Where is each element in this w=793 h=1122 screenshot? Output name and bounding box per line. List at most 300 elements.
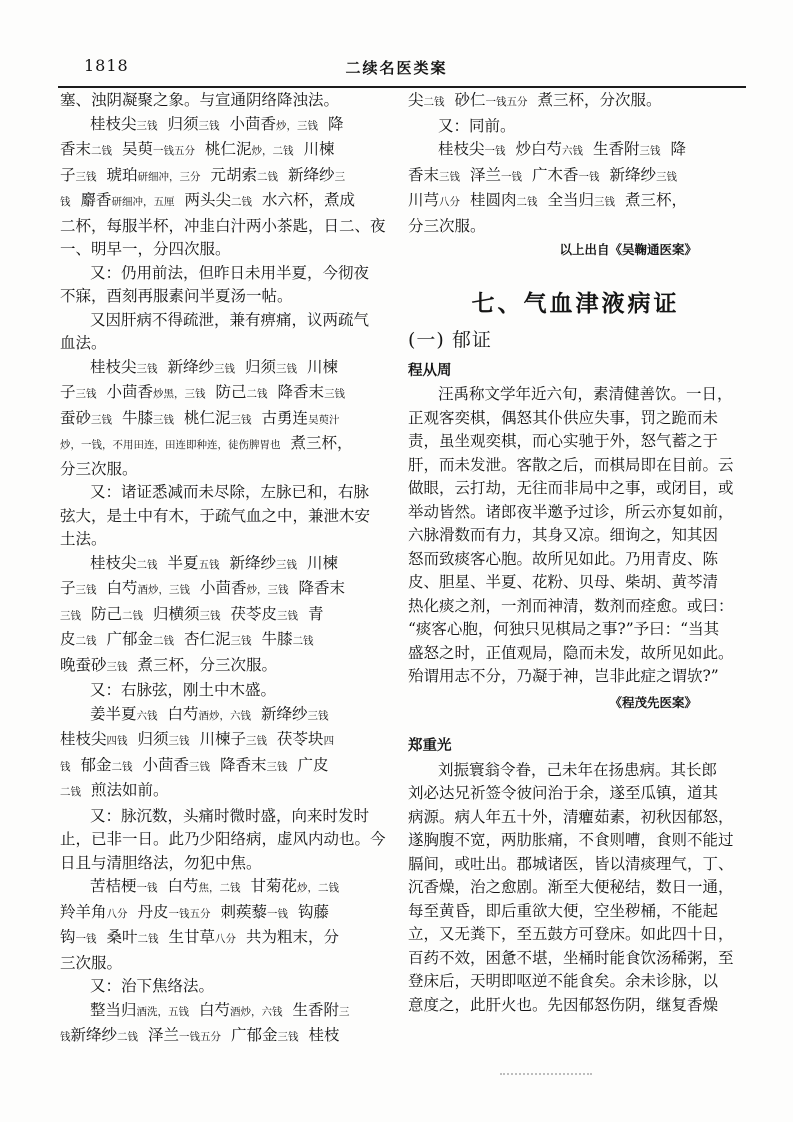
text-line — [60, 505, 394, 529]
text-line — [408, 548, 743, 572]
text-line — [408, 501, 743, 525]
text-segment: 刺蒺藜 — [220, 902, 268, 921]
text-line — [408, 782, 743, 806]
dosage-annotation: 一钱 — [578, 170, 600, 183]
text-segment: 广木香 — [532, 165, 579, 184]
dosage-annotation: 一钱五分 — [179, 1031, 222, 1043]
text-line — [408, 454, 743, 478]
section-heading — [408, 328, 743, 353]
text-segment: 防己 — [91, 604, 123, 623]
text-line — [60, 875, 394, 901]
dosage-annotation: 二钱 — [153, 635, 175, 647]
text-line — [408, 829, 743, 853]
dosage-annotation: 钱 — [60, 196, 71, 208]
text-segment: 桃仁泥 — [205, 140, 252, 158]
text-segment: 生甘草 — [168, 928, 216, 946]
dosage-annotation: 三钱 — [60, 609, 81, 622]
text-segment: 半夏 — [167, 553, 199, 572]
text-segment: 不寐，酉刻再服素问半夏汤一帖。 — [60, 287, 293, 305]
dosage-annotation: 吴萸汁 — [308, 413, 340, 426]
text-segment: 盛怒之时，正值观局，隐而未发，故所见如此。 — [408, 643, 734, 662]
text-segment: 子 — [60, 579, 76, 597]
text-segment: 共为粗末，分 — [246, 928, 340, 946]
dosage-annotation: 二钱 — [246, 388, 268, 400]
text-segment: 分三次服。 — [60, 459, 138, 478]
dosage-annotation: 二钱 — [292, 635, 314, 647]
text-line — [408, 571, 743, 595]
page-number: 1818 — [84, 56, 129, 75]
text-line — [60, 189, 394, 215]
text-segment: 肝，而未发泄。客散之后，而棋局即在目前。云 — [408, 455, 734, 474]
text-segment: 新绛纱 — [167, 357, 215, 376]
text-line — [60, 528, 394, 552]
text-line — [60, 552, 394, 578]
text-line — [60, 113, 394, 139]
text-segment: 晚蚕砂 — [60, 655, 107, 674]
text-segment: 生香附 — [292, 1000, 340, 1019]
text-segment: 新绛纱 — [70, 1026, 118, 1044]
dosage-annotation: 三钱 — [266, 760, 288, 773]
text-line — [60, 407, 394, 433]
text-line — [408, 215, 743, 239]
text-segment: 子 — [60, 165, 76, 184]
text-segment: 又：右脉弦，刚土中木盛。 — [90, 681, 277, 699]
left-column — [60, 89, 394, 1050]
dosage-annotation: 三钱 — [136, 119, 158, 132]
text-segment: 又：同前。 — [438, 116, 516, 135]
text-segment: 杏仁泥 — [184, 630, 231, 648]
dosage-annotation: 一钱五分 — [153, 145, 196, 157]
text-segment: (一) 郁证 — [408, 328, 492, 351]
dosage-annotation: 钱 — [60, 1031, 71, 1043]
right-column — [408, 89, 743, 1050]
text-segment: 尖 — [408, 91, 424, 109]
text-segment: 程从周 — [408, 362, 452, 379]
dosage-annotation: 炒黑，三钱 — [153, 388, 206, 400]
dosage-annotation: 三 — [334, 170, 346, 183]
text-segment: 意度之，此肝火也。先因郁怒伤阴，继复香燥 — [408, 995, 719, 1014]
dosage-annotation: 三钱 — [198, 119, 220, 132]
text-segment: 举动皆然。诸郎夜半邀予过诊，所云亦复如前， — [408, 502, 734, 521]
text-segment: 茯苓块 — [277, 730, 324, 748]
text-segment: 吴萸 — [122, 140, 154, 158]
dosage-annotation: 炒，三钱 — [276, 119, 319, 132]
dosage-annotation: 四 — [323, 735, 335, 747]
dosage-annotation: 炒，二钱 — [297, 882, 340, 894]
text-segment: 《程茂先医案》 — [609, 694, 697, 710]
text-line — [60, 356, 394, 382]
text-line — [408, 970, 743, 994]
dosage-annotation: 三钱 — [276, 362, 298, 375]
text-segment: 日且与清胆络法，勿犯中焦。 — [60, 853, 262, 872]
text-line — [408, 853, 743, 877]
text-segment: 苦桔梗 — [90, 877, 137, 895]
dosage-annotation: 二钱 — [137, 933, 159, 945]
text-segment: 降香末 — [220, 755, 267, 774]
text-segment: 桂枝尖 — [90, 553, 137, 572]
text-segment: 沉香燥，治之愈剧。渐至大便秘结，数日一通， — [408, 878, 734, 896]
text-segment: 又：治下焦络法。 — [90, 977, 215, 995]
dosage-annotation: 三钱 — [307, 709, 329, 722]
text-segment: 煮三杯，分三次服。 — [137, 655, 278, 674]
text-segment: 牛膝 — [261, 630, 293, 648]
dosage-annotation: 二钱 — [136, 558, 158, 571]
text-line — [60, 285, 394, 309]
text-segment: 防己 — [215, 383, 247, 401]
text-segment: 桃仁泥 — [184, 408, 231, 427]
text-segment: 姜半夏 — [90, 704, 137, 723]
text-segment: 又：仍用前法，但昨日未用半夏，今彻夜 — [90, 263, 370, 282]
text-segment: 刘振寰翁令眷，己未年在扬患病。其长郎 — [438, 760, 718, 779]
dosage-annotation: 三钱 — [277, 609, 299, 622]
text-segment: 炒白芍 — [515, 140, 563, 158]
text-line — [408, 477, 743, 501]
text-segment: 六脉滑数而有力，其身又凉。细询之，知其因 — [408, 526, 719, 544]
text-segment: 以上出自《吴鞠通医案》 — [559, 242, 697, 257]
text-line — [408, 618, 743, 642]
text-segment: 小茴香 — [229, 114, 277, 133]
text-segment: 麝香 — [80, 191, 112, 209]
text-segment: 又因肝病不得疏泄，兼有痹痛，议两疏气 — [90, 310, 370, 329]
text-segment: 青 — [308, 604, 324, 623]
dosage-annotation: 八分 — [106, 907, 128, 920]
source-attribution — [408, 238, 743, 262]
dosage-annotation: 六钱 — [136, 709, 158, 722]
text-segment: 郁金 — [80, 755, 112, 774]
dosage-annotation: 三钱 — [277, 1031, 299, 1043]
text-line — [60, 654, 394, 680]
text-line — [408, 806, 743, 830]
text-line — [60, 779, 394, 805]
text-line — [60, 458, 394, 482]
text-segment: 桂枝尖 — [438, 140, 485, 158]
text-segment: 一、明早一，分四次服。 — [60, 240, 231, 258]
dosage-annotation: 五钱 — [198, 558, 220, 571]
dosage-annotation: 三钱 — [276, 558, 298, 571]
text-segment: 川楝 — [307, 357, 339, 376]
text-segment: 琥珀 — [106, 165, 138, 184]
text-segment: 遂胸腹不宽，两肋胀痛，不食则嘈，食则不能过 — [408, 831, 734, 849]
dosage-annotation: 一钱五分 — [485, 96, 528, 108]
text-segment: 砂仁 — [454, 91, 486, 109]
text-line — [60, 215, 394, 239]
dosage-annotation: 钱 — [60, 760, 71, 773]
text-segment: 新绛纱 — [261, 704, 308, 723]
running-header — [0, 0, 793, 80]
text-segment: 子 — [60, 383, 76, 401]
text-segment: 归须 — [167, 114, 199, 133]
text-segment: 又：诸证悉减而未尽除，左脉已和，右脉 — [90, 483, 370, 501]
text-segment: 降 — [670, 140, 687, 158]
header-rule — [58, 86, 746, 88]
text-segment: 甘菊花 — [250, 877, 298, 895]
text-line — [408, 994, 743, 1018]
text-segment: 刘必达兄祈签令彼问治于余，遂至瓜镇，道其 — [408, 784, 719, 802]
text-line — [408, 115, 743, 139]
dosage-annotation: 三钱 — [153, 413, 175, 426]
text-segment: 新绛纱 — [288, 165, 335, 184]
text-line — [60, 577, 394, 603]
dosage-annotation: 三钱 — [324, 388, 346, 400]
text-line — [60, 481, 394, 505]
text-segment: 桑叶 — [106, 928, 138, 946]
dosage-annotation: 三钱 — [639, 145, 661, 157]
text-segment: 白芍 — [199, 1000, 231, 1019]
text-segment: 钩 — [60, 928, 76, 946]
dosage-annotation: 三钱 — [656, 170, 678, 183]
text-segment: 元胡索 — [210, 165, 258, 184]
text-segment: 登床后，天明即呕逆不能食矣。余未诊脉，以 — [408, 972, 719, 990]
text-segment: 蚕砂 — [60, 408, 92, 427]
dosage-annotation: 三钱 — [246, 735, 268, 747]
text-segment: 白芍 — [167, 704, 199, 723]
text-line — [60, 164, 394, 190]
dosage-annotation: 三钱 — [439, 170, 461, 183]
dosage-annotation: 一钱 — [501, 170, 523, 183]
text-segment: 汪禹称文学年近六旬，素清健善饮。一日， — [438, 385, 733, 403]
text-segment: 降香末 — [298, 579, 346, 597]
text-segment: 牛膝 — [122, 408, 154, 427]
text-segment: 分三次服。 — [408, 216, 486, 235]
dosage-annotation: 一钱 — [136, 882, 158, 894]
text-segment: 正观客奕棋，偶怒其仆供应失事，罚之跪而未 — [408, 408, 719, 427]
text-segment: 生香附 — [593, 140, 640, 158]
dosage-annotation: 二钱 — [423, 96, 445, 108]
text-segment: 立，又无粪下，至五鼓方可登床。如此四十日， — [408, 925, 734, 943]
dosage-annotation: 四钱 — [106, 735, 128, 747]
dosage-annotation: 酒炒，六钱 — [198, 709, 252, 722]
text-line — [60, 432, 394, 458]
text-segment: 三次服。 — [60, 953, 123, 972]
text-segment: 桂圆肉 — [470, 191, 517, 209]
text-line — [60, 828, 394, 852]
text-segment: 二杯，每服半杯，冲韭白汁两小茶匙，日二、夜 — [60, 216, 386, 235]
text-segment: 百药不效，困惫不堪，坐桶时能食饮汤稀粥，至 — [408, 948, 734, 967]
dosage-annotation: 酒炒，六钱 — [230, 1005, 283, 1018]
text-segment: 殆谓用志不分，乃凝于神，岂非此症之谓欤?” — [408, 667, 719, 685]
text-segment: 弦大，是土中有木，于疏气血之中，兼泄木安 — [60, 506, 371, 525]
text-segment: 香末 — [60, 140, 92, 158]
text-segment: 川楝 — [303, 140, 335, 158]
text-segment: 血法。 — [60, 334, 107, 352]
text-segment: 香末 — [408, 165, 440, 184]
text-segment: 水六杯，煮成 — [262, 191, 356, 209]
text-segment: 煮三杯， — [625, 191, 688, 209]
text-line — [408, 383, 743, 407]
text-segment: 小茴香 — [200, 579, 247, 597]
dosage-annotation: 酒洗，五钱 — [136, 1005, 190, 1018]
text-segment: 新绛纱 — [609, 165, 657, 184]
text-line — [408, 876, 743, 900]
dosage-annotation: 三钱 — [91, 413, 113, 426]
text-line — [408, 430, 743, 454]
dosage-annotation: 八分 — [215, 933, 237, 945]
text-segment: 煮三杯， — [290, 434, 353, 452]
text-segment: 桂枝尖 — [90, 357, 137, 376]
dosage-annotation: 二钱 — [516, 196, 538, 208]
text-segment: 归须 — [137, 730, 169, 748]
text-line — [60, 999, 394, 1025]
text-segment: 小茴香 — [142, 755, 190, 774]
text-segment: 郑重光 — [408, 738, 452, 754]
text-line — [408, 89, 743, 115]
chapter-heading — [408, 288, 743, 322]
text-segment: 归横须 — [153, 604, 200, 623]
text-segment: 塞、浊阴凝聚之象。与宣通阴络降浊法。 — [60, 91, 340, 109]
text-segment: 新绛纱 — [229, 553, 277, 572]
text-segment: 皮、胆星、半夏、花粉、贝母、柴胡、黄芩清 — [408, 573, 719, 591]
text-line — [60, 679, 394, 703]
dosage-annotation: 二钱 — [75, 635, 97, 647]
dosage-annotation: 一钱五分 — [168, 907, 211, 920]
text-segment: 降香末 — [277, 383, 325, 401]
text-segment: 川楝 — [307, 553, 339, 572]
text-line — [408, 642, 743, 666]
text-line — [408, 759, 743, 783]
dosage-annotation: 三钱 — [214, 362, 236, 375]
text-segment: 桂枝 — [308, 1026, 340, 1044]
text-line — [60, 901, 394, 927]
text-segment: 川楝子 — [199, 730, 247, 748]
text-segment: 小茴香 — [106, 383, 154, 401]
text-segment: 止，已非一日。此乃少阳络病，虚风内动也。今 — [60, 830, 386, 848]
text-segment: 广郁金 — [106, 630, 154, 648]
dosage-annotation: 炒，一钱，不用田连，田连即种连，徒伤脾胃也 — [60, 439, 281, 451]
text-line — [408, 595, 743, 619]
text-segment: 桂枝尖 — [90, 114, 137, 133]
text-segment: 降 — [328, 114, 344, 133]
text-line — [408, 947, 743, 971]
dosage-annotation: 酒炒，三钱 — [137, 584, 191, 596]
source-attribution — [408, 691, 743, 715]
text-line — [60, 381, 394, 407]
text-line — [408, 407, 743, 431]
text-line — [60, 1024, 394, 1050]
text-segment: 每至黄昏，即后重欲大便，空坐秽桶，不能起 — [408, 901, 719, 920]
dosage-annotation: 六钱 — [562, 145, 584, 157]
case-author — [408, 359, 743, 384]
text-segment: 古勇连 — [261, 408, 309, 427]
dosage-annotation: 研细冲，三分 — [137, 170, 201, 183]
dosage-annotation: 二钱 — [91, 145, 113, 157]
text-segment: “痰客心胞，何独只见棋局之事?”予曰：“当其 — [408, 620, 720, 638]
dosage-annotation: 研细冲，五厘 — [111, 196, 175, 208]
text-line — [408, 189, 743, 215]
text-line — [408, 164, 743, 190]
dosage-annotation: 二钱 — [111, 760, 133, 773]
text-line — [60, 975, 394, 999]
text-line — [408, 900, 743, 924]
text-segment: 白芍 — [167, 877, 199, 895]
text-line — [60, 89, 394, 113]
dosage-annotation: 三钱 — [136, 362, 158, 375]
text-line — [408, 665, 743, 689]
dosage-annotation: 八分 — [439, 196, 461, 208]
text-line — [60, 926, 394, 952]
text-segment: 泽兰 — [470, 165, 502, 184]
text-segment: 归须 — [245, 357, 277, 376]
text-line — [60, 332, 394, 356]
text-line — [60, 952, 394, 976]
text-segment: 土法。 — [60, 530, 107, 548]
dosage-annotation: 三钱 — [189, 760, 211, 773]
dosage-annotation: 三 — [339, 1005, 350, 1018]
dosage-annotation: 三钱 — [594, 196, 616, 208]
dosage-annotation: 焦，二钱 — [198, 882, 241, 894]
dosage-annotation: 二钱 — [231, 196, 253, 208]
text-segment: 皮 — [60, 630, 76, 648]
text-line — [60, 852, 394, 876]
text-line — [60, 628, 394, 654]
dosage-annotation: 三钱 — [75, 584, 97, 596]
dosage-annotation: 三钱 — [230, 635, 252, 647]
text-segment: 又：脉沉数，头痛时微时盛，向来时发时 — [90, 806, 370, 825]
text-line — [60, 603, 394, 629]
dosage-annotation: 三钱 — [75, 170, 97, 183]
text-segment: 煮三杯，分次服。 — [537, 91, 662, 109]
text-line — [408, 524, 743, 548]
text-segment: 丹皮 — [137, 902, 169, 921]
dosage-annotation: 炒，三钱 — [246, 584, 289, 596]
dosage-annotation: 炒，二钱 — [251, 145, 294, 157]
text-line — [60, 805, 394, 829]
text-segment: 白芍 — [106, 579, 138, 597]
dosage-annotation: 一钱 — [267, 907, 289, 920]
text-segment: 桂枝尖 — [60, 730, 107, 748]
text-line — [60, 754, 394, 780]
dosage-annotation: 二钱 — [122, 609, 144, 622]
dosage-annotation: 三钱 — [106, 660, 128, 673]
text-line — [408, 923, 743, 947]
text-segment: 责，虽坐观奕棋，而心实驰于外，怒气蓄之于 — [408, 432, 719, 450]
text-segment: 煎法如前。 — [91, 781, 169, 799]
text-segment: 病源。病人年五十外，清癯茹素，初秋因郁怒， — [408, 807, 734, 826]
text-segment: 川芎 — [408, 191, 440, 209]
text-segment: 茯苓皮 — [230, 604, 278, 623]
text-segment: 广皮 — [297, 755, 329, 774]
text-segment: 热化痰之剂，一剂而神清，数剂而痊愈。或曰： — [408, 596, 734, 615]
dosage-annotation: 二钱 — [60, 786, 81, 798]
text-line — [60, 728, 394, 754]
text-line — [408, 138, 743, 164]
text-segment: 怒而致痰客心胞。故所见如此。乃用青皮、陈 — [408, 549, 719, 568]
dosage-annotation: 三钱 — [75, 388, 97, 400]
scan-smudge-artifact — [500, 1073, 592, 1078]
text-segment: 做眼，云打劫，无往而非局中之事，或闭目，或 — [408, 479, 734, 497]
text-segment: 广郁金 — [231, 1026, 278, 1044]
text-segment: 钩藤 — [298, 902, 330, 921]
text-line — [60, 309, 394, 333]
text-line — [60, 262, 394, 286]
text-segment: 两头尖 — [184, 191, 232, 209]
dosage-annotation: 三钱 — [168, 735, 190, 747]
dosage-annotation: 二钱 — [257, 170, 279, 183]
text-segment: 整当归 — [90, 1000, 137, 1019]
dosage-annotation: 三钱 — [230, 413, 252, 426]
text-line — [60, 138, 394, 164]
text-segment: 泽兰 — [148, 1026, 180, 1044]
text-line — [60, 703, 394, 729]
running-title: 二续名医类案 — [345, 59, 448, 77]
text-line — [60, 238, 394, 262]
dosage-annotation: 三钱 — [199, 609, 221, 622]
dosage-annotation: 一钱 — [75, 933, 97, 945]
two-column-text — [0, 89, 793, 1050]
dosage-annotation: 二钱 — [117, 1031, 139, 1043]
text-segment: 全当归 — [547, 191, 595, 209]
text-segment: 羚羊角 — [60, 902, 107, 921]
case-author — [408, 734, 743, 759]
